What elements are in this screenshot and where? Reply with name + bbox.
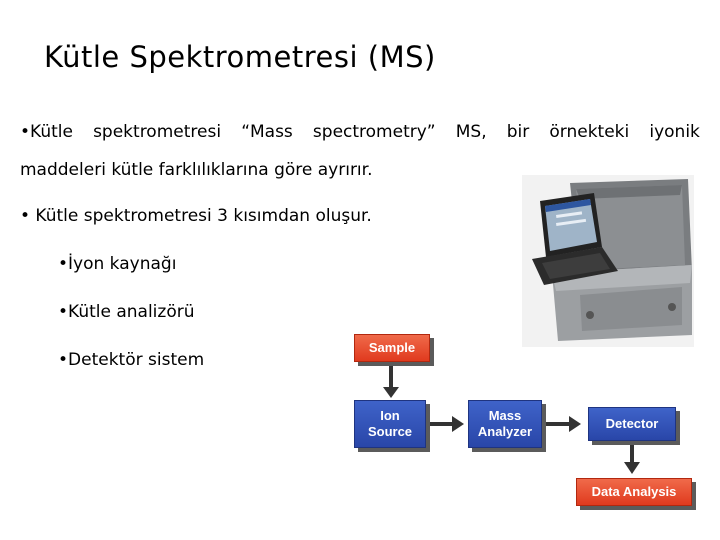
word: MS, bbox=[455, 122, 487, 142]
mass-analyzer-label-2: Analyzer bbox=[477, 424, 533, 439]
word: spectrometry” bbox=[312, 122, 436, 142]
mass-analyzer-box bbox=[468, 400, 542, 448]
ion-source-box bbox=[354, 400, 426, 448]
detector-box bbox=[588, 407, 676, 441]
arrow-ion-to-mass bbox=[430, 416, 464, 432]
paragraph-1-line-2: maddeleri kütle farklılıklarına göre ayrırır. bbox=[20, 160, 373, 180]
sub-item-ion-source: •İyon kaynağı bbox=[58, 254, 177, 274]
word: •Kütle bbox=[20, 122, 73, 142]
sub-item-mass-analyzer: •Kütle analizörü bbox=[58, 302, 195, 322]
slide-title: Kütle Spektrometresi (MS) bbox=[44, 40, 436, 74]
word: iyonik bbox=[649, 122, 700, 142]
word: spektrometresi bbox=[93, 122, 222, 142]
arrow-sample-to-ion bbox=[383, 366, 399, 398]
word: örnekteki bbox=[549, 122, 630, 142]
arrow-mass-to-detector bbox=[546, 416, 581, 432]
data-analysis-box bbox=[576, 478, 692, 506]
ion-source-label-1: Ion bbox=[380, 408, 400, 423]
sample-box bbox=[354, 334, 430, 362]
mass-analyzer-label-1: Mass bbox=[488, 408, 522, 423]
paragraph-2: • Kütle spektrometresi 3 kısımdan oluşur. bbox=[20, 206, 372, 226]
detector-label: Detector bbox=[605, 416, 659, 431]
word: bir bbox=[506, 122, 530, 142]
ion-source-label-2: Source bbox=[367, 424, 413, 439]
sample-label: Sample bbox=[368, 340, 416, 355]
word: “Mass bbox=[241, 122, 293, 142]
sub-item-detector: •Detektör sistem bbox=[58, 350, 205, 370]
arrow-detector-to-analysis bbox=[624, 445, 640, 474]
data-analysis-label: Data Analysis bbox=[591, 484, 677, 499]
